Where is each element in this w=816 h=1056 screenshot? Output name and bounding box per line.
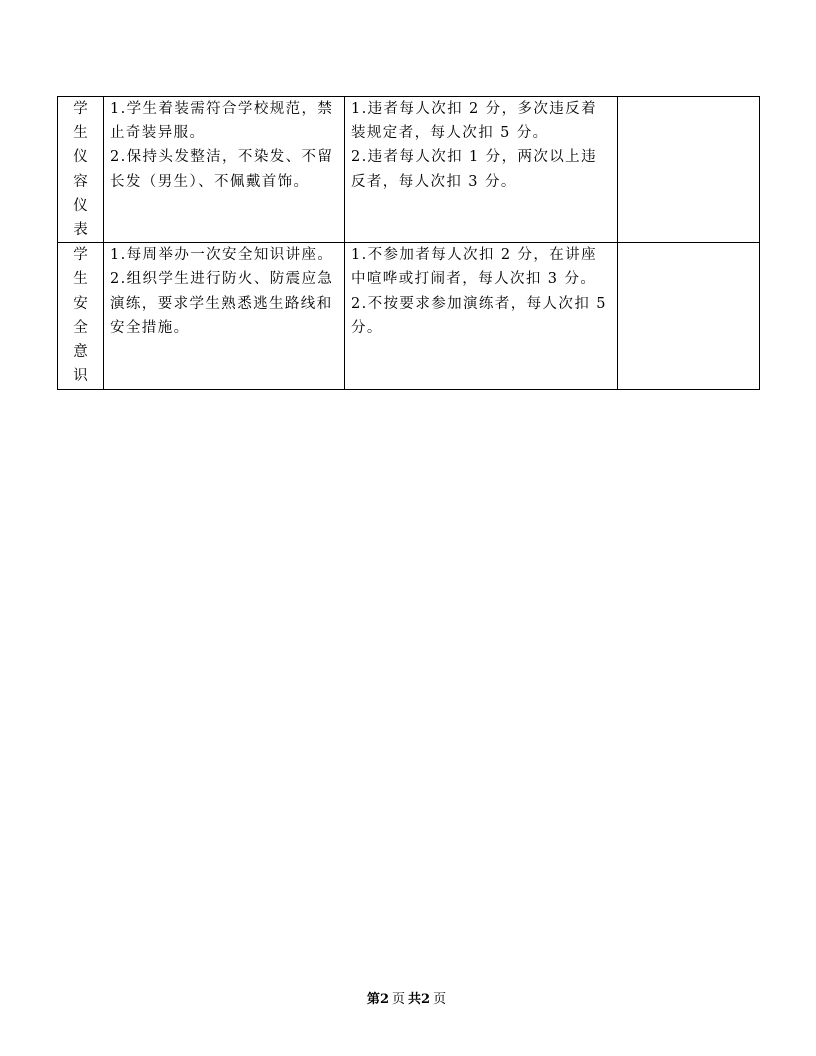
table-row [58,97,760,243]
footer-ye: 页 [391,992,405,1007]
category-char: 意 [73,344,88,361]
penalties-cell [345,243,618,390]
footer-total-pages: 2 [421,992,431,1007]
footer-ye: 页 [433,992,447,1007]
remark-cell [618,97,760,243]
category-cell [58,243,104,390]
penalty-item: 2.不按要求参加演练者，每人次扣 5 分。 [351,295,607,336]
category-char: 全 [73,319,88,336]
category-char: 识 [73,368,88,385]
requirement-item: 1.每周举办一次安全知识讲座。 [110,247,334,264]
requirements-cell [104,97,345,243]
category-char: 生 [73,271,88,288]
category-cell [58,97,104,243]
requirements-cell [104,243,345,390]
table-row [58,243,760,390]
category-char: 仪 [73,149,88,166]
requirement-item: 2.组织学生进行防火、防震应急演练，要求学生熟悉逃生路线和安全措施。 [110,271,334,336]
category-char: 安 [73,295,88,312]
penalty-item: 2.违者每人次扣 1 分，两次以上违反者，每人次扣 3 分。 [351,149,597,190]
category-char: 表 [73,222,88,239]
footer-current-page: 2 [379,992,389,1007]
requirement-item: 2.保持头发整洁，不染发、不留长发（男生）、不佩戴首饰。 [110,149,334,190]
rules-table [57,96,760,390]
penalty-item: 1.违者每人次扣 2 分，多次违反着装规定者，每人次扣 5 分。 [351,101,597,142]
penalties-cell [345,97,618,243]
remark-cell [618,243,760,390]
category-char: 容 [73,173,88,190]
category-char: 学 [73,247,88,264]
penalty-item: 1.不参加者每人次扣 2 分，在讲座中喧哗或打闹者，每人次扣 3 分。 [351,247,597,288]
category-char: 生 [73,125,88,142]
page-footer [0,992,816,1008]
footer-di: 第 [366,992,380,1007]
footer-gong: 共 [408,992,422,1007]
category-char: 学 [73,101,88,117]
category-char: 仪 [73,197,88,214]
requirement-item: 1.学生着装需符合学校规范，禁止奇装异服。 [110,101,334,142]
